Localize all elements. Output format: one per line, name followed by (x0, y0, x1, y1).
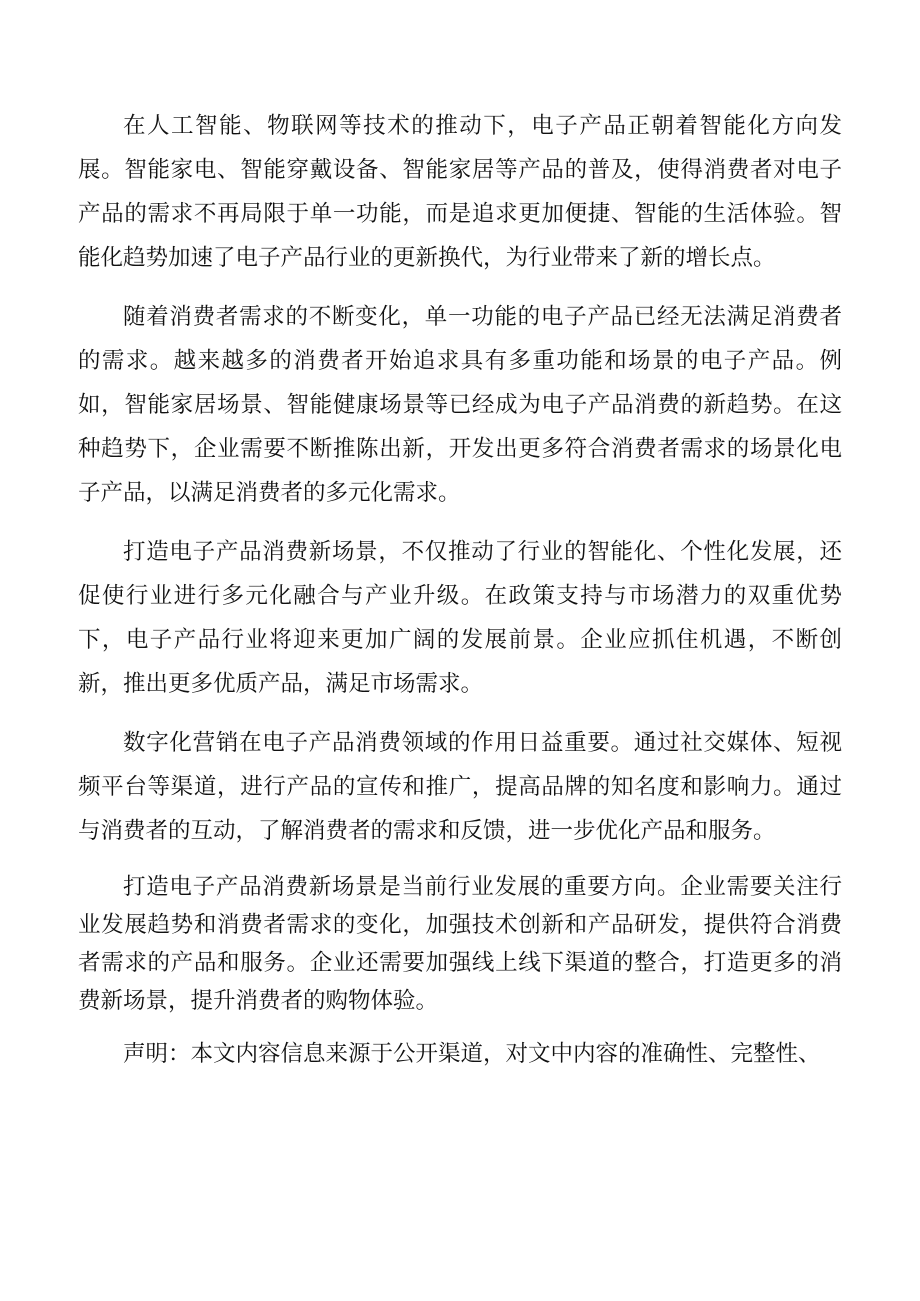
paragraph-scenario-demand: 随着消费者需求的不断变化，单一功能的电子产品已经无法满足消费者的需求。越来越多的消费者开始追求具有多重功能和场景的电子产品。例如，智能家居场景、智能健康场景等已经成为电子产品消费的新趋势。在这种趋势下，企业需要不断推陈出新，开发出更多符合消费者需求的场景化电子产品，以满足消费者的多元化需求。 (78, 304, 842, 506)
paragraph-intelligence-trend: 在人工智能、物联网等技术的推动下，电子产品正朝着智能化方向发展。智能家电、智能穿戴设备、智能家居等产品的普及，使得消费者对电子产品的需求不再局限于单一功能，而是追求更加便捷、智能的生活体验。智能化趋势加速了电子产品行业的更新换代，为行业带来了新的增长点。 (78, 113, 842, 271)
document-body (78, 104, 842, 1076)
paragraph-digital-marketing: 数字化营销在电子产品消费领域的作用日益重要。通过社交媒体、短视频平台等渠道，进行产品的宣传和推广，提高品牌的知名度和影响力。通过与消费者的互动，了解消费者的需求和反馈，进一步优化产品和服务。 (78, 730, 842, 844)
paragraph-disclaimer: 声明：本文内容信息来源于公开渠道，对文中内容的准确性、完整性、 (123, 1041, 821, 1067)
paragraph-industry-upgrade: 打造电子产品消费新场景，不仅推动了行业的智能化、个性化发展，还促使行业进行多元化融合与产业升级。在政策支持与市场潜力的双重优势下，电子产品行业将迎来更加广阔的发展前景。企业应抓住机遇，不断创新，推出更多优质产品，满足市场需求。 (78, 539, 842, 697)
paragraph-conclusion: 打造电子产品消费新场景是当前行业发展的重要方向。企业需要关注行业发展趋势和消费者需求的变化，加强技术创新和产品研发，提供符合消费者需求的产品和服务。企业还需要加强线上线下渠道的整合，打造更多的消费新场景，提升消费者的购物体验。 (78, 874, 842, 1014)
